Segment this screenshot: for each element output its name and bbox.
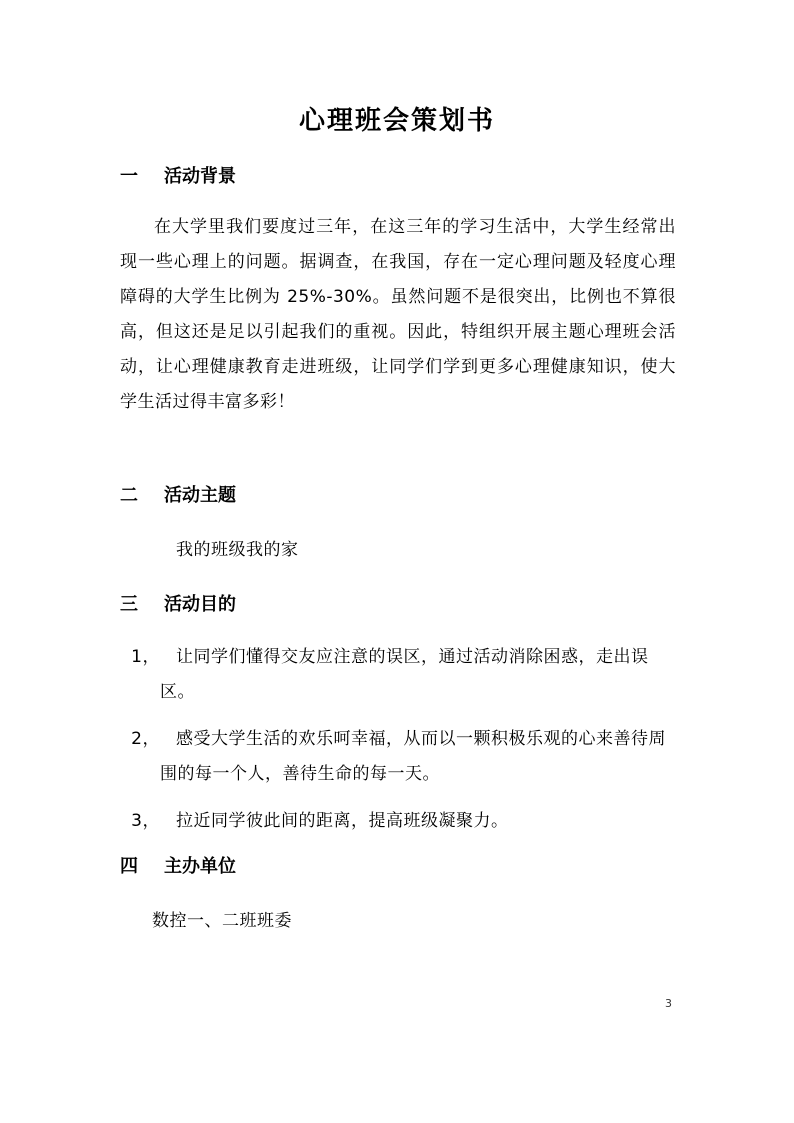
organizer-text: 数控一、二班班委: [152, 911, 292, 931]
section-number: 一: [120, 166, 138, 187]
section-title: 活动背景: [164, 166, 236, 187]
goal-text: 让同学们懂得交友应注意的误区，通过活动消除困惑，走出误区。: [160, 647, 649, 702]
background-paragraph: 在大学里我们要度过三年，在这三年的学习生活中，大学生经常出现一些心理上的问题。据调查，在我国，存在一定心理问题及轻度心理障碍的大学生比例为 25%-30%。虽然问题不是很突出，比例也不算很高，但这还是足以引起我们的重视。因此，特组织开展主题心理班会活动，让心理健康教育走进班级，让同学们学到更多心理健康知识，使大学生活过得丰富多彩！: [120, 217, 676, 412]
goal-number: 2，: [131, 729, 160, 749]
goal-number: 3，: [131, 811, 160, 831]
goal-item: [120, 804, 676, 839]
goal-item: [120, 722, 676, 792]
section-heading-organizer: [120, 852, 236, 878]
section-title: 活动目的: [164, 594, 236, 615]
goal-text: 感受大学生活的欢乐呵幸福，从而以一颗积极乐观的心来善待周围的每一个人，善待生命的每一天。: [160, 729, 666, 784]
section-heading-theme: [120, 481, 236, 507]
goal-item: [120, 640, 676, 710]
goal-number: 1，: [131, 647, 160, 667]
section-number: 四: [120, 856, 138, 877]
section-title: 活动主题: [164, 485, 236, 506]
goal-text: 拉近同学彼此间的距离，提高班级凝聚力。: [176, 811, 509, 831]
page-number: 3: [665, 997, 672, 1010]
section-heading-background: [120, 162, 236, 188]
section-number: 二: [120, 485, 138, 506]
section-heading-goals: [120, 590, 236, 616]
theme-text: 我的班级我的家: [176, 540, 299, 560]
section-number: 三: [120, 594, 138, 615]
document-title: 心理班会策划书: [298, 106, 495, 136]
section-title: 主办单位: [164, 856, 236, 877]
